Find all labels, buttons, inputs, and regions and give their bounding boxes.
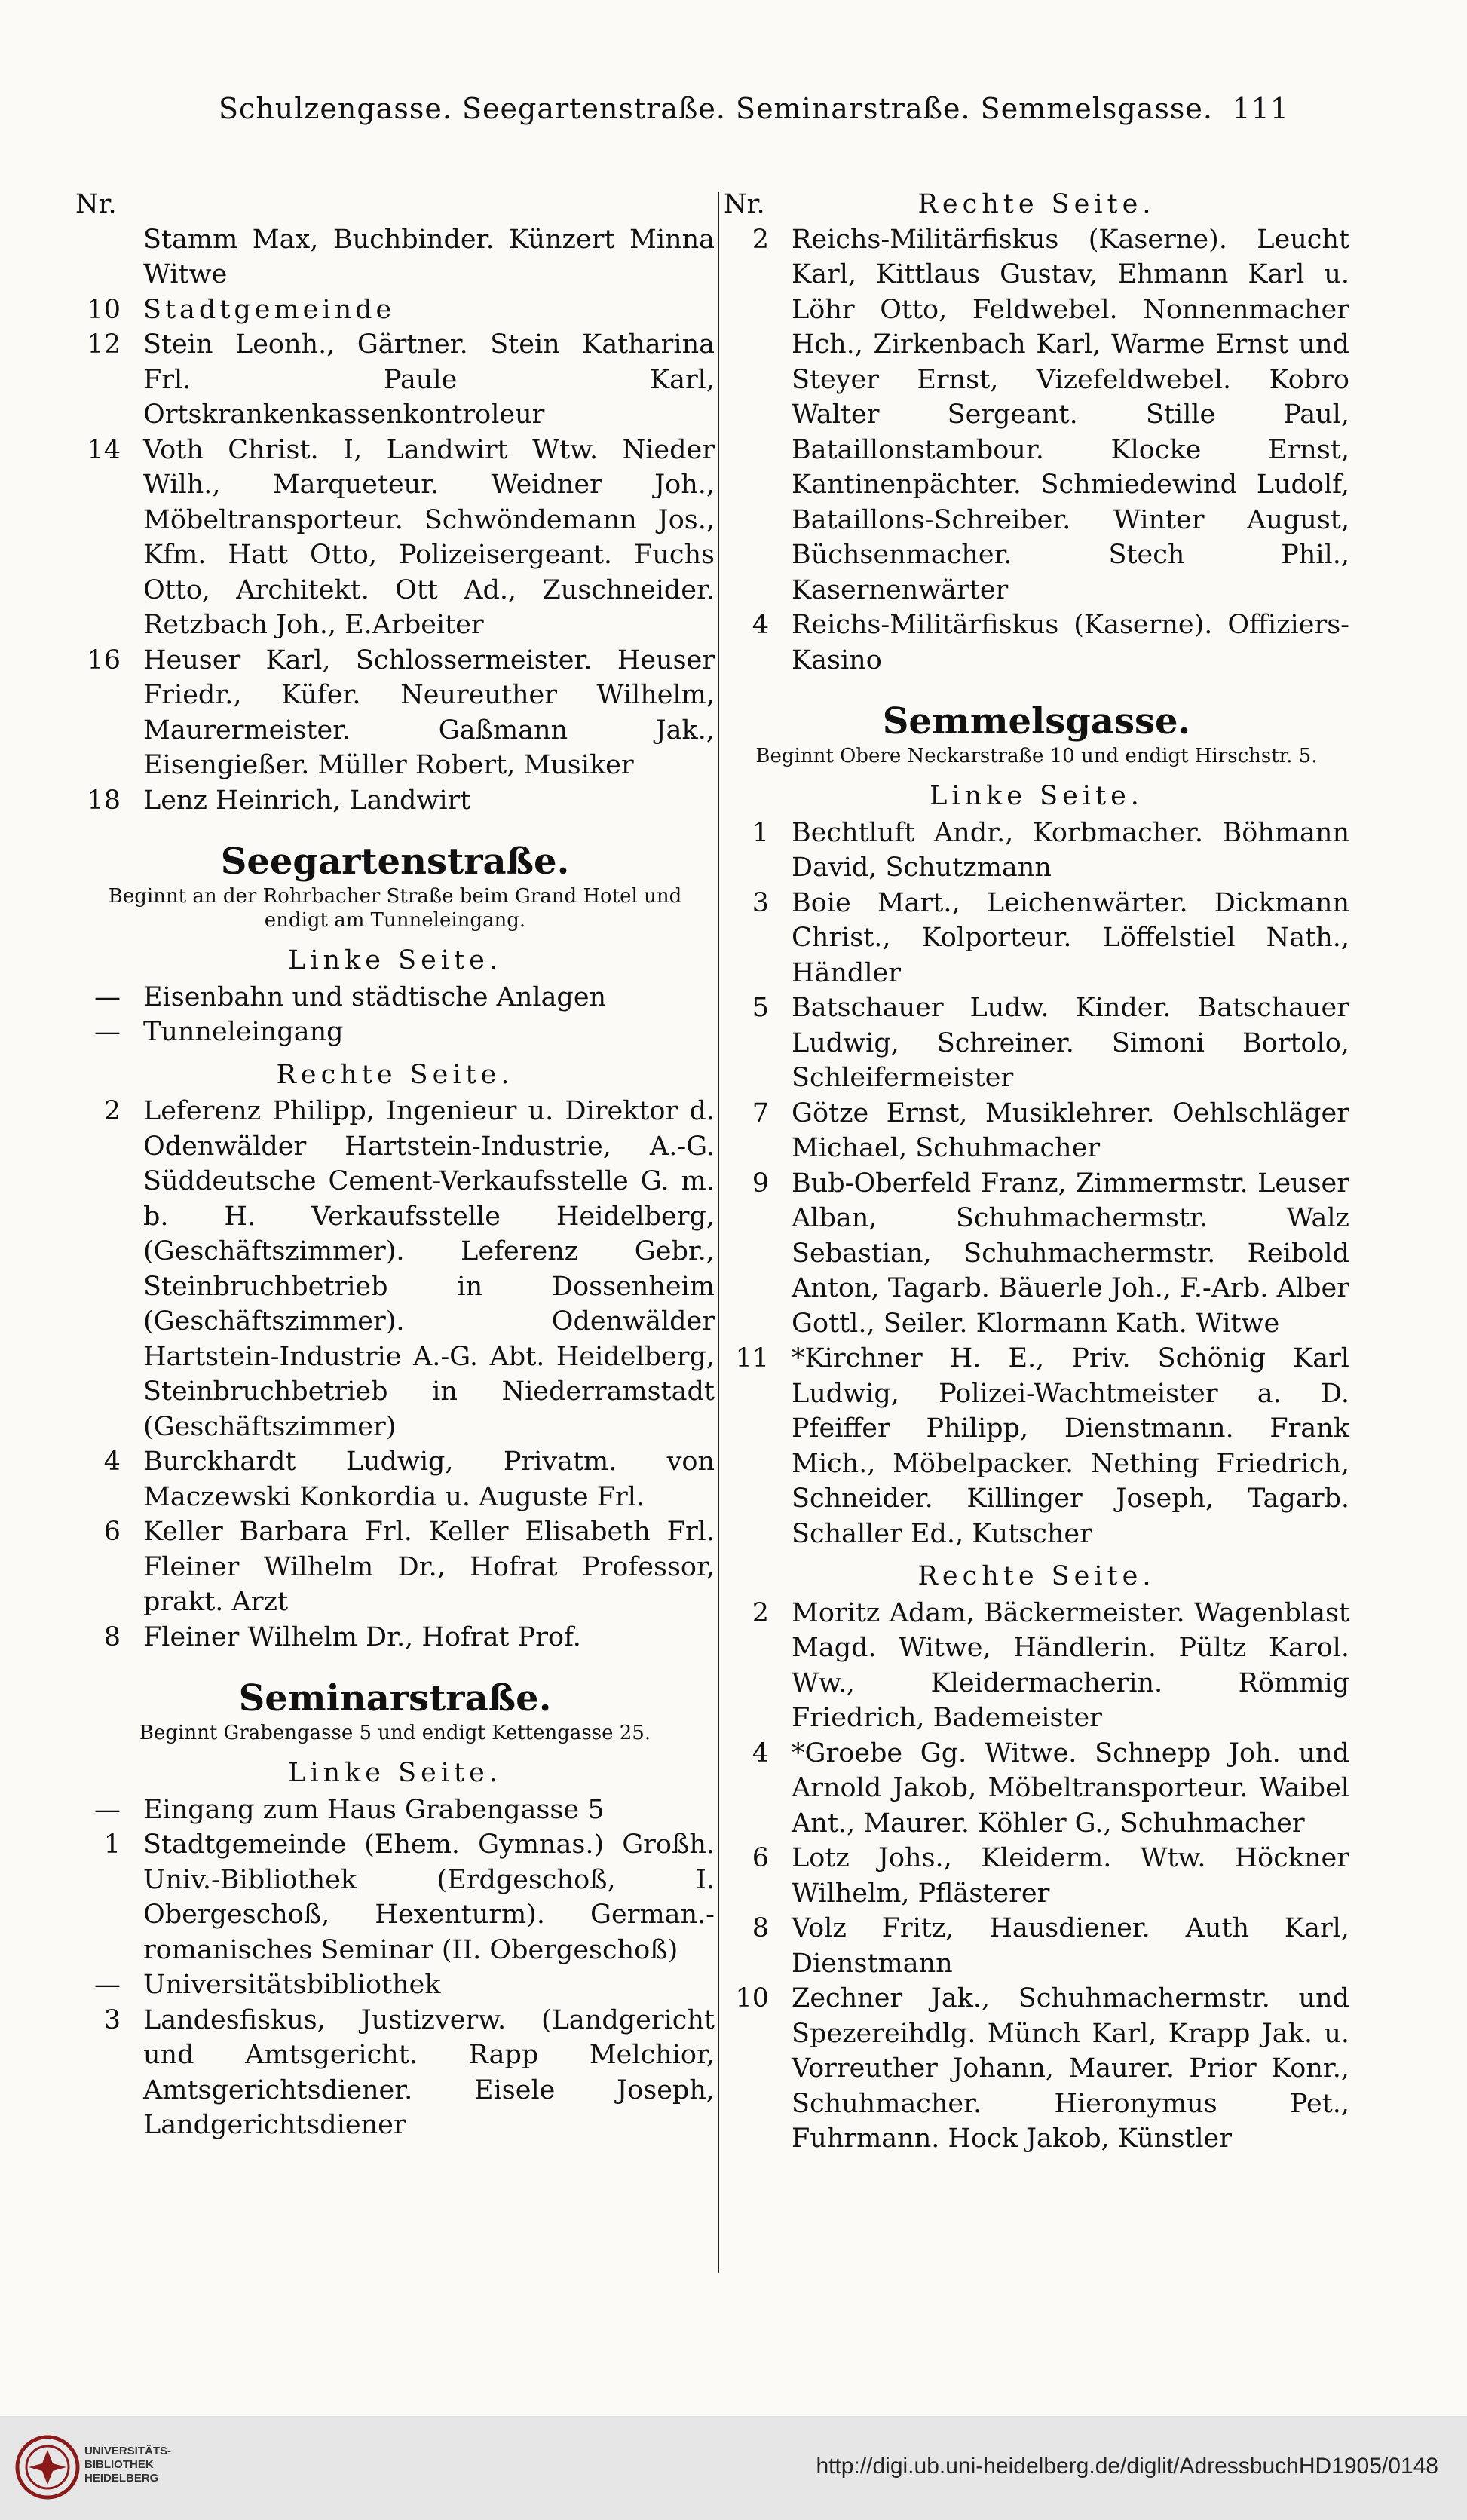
list-item [75, 1015, 715, 1050]
house-number: — [94, 1017, 121, 1047]
house-number: 2 [103, 1096, 121, 1126]
house-number: 7 [752, 1098, 769, 1128]
house-number: 5 [752, 993, 769, 1023]
list-item [724, 1096, 1349, 1166]
entry-text: Fleiner Wilhelm Dr., Hofrat Prof. [143, 1621, 581, 1652]
house-number: 3 [752, 887, 769, 918]
house-number: 12 [87, 329, 121, 360]
entry-text: Stamm Max, Buchbinder. Künzert Minna Witwe [143, 224, 715, 289]
house-number: 16 [87, 645, 121, 675]
right-column-head [724, 187, 1349, 222]
list-item [724, 816, 1349, 886]
list-item [724, 991, 1349, 1096]
nr-label: Nr. [724, 189, 765, 219]
side-heading-left: Linke Seite. [288, 1758, 502, 1788]
entry-text: Reichs-Militärfiskus (Kaserne). Offiziers-Kasino [792, 610, 1349, 675]
house-number: 1 [752, 817, 769, 848]
entry-text: Landesfiskus, Justizverw. (Landgericht und Amtsgericht. Rapp Melchior, Amtsgerichtsdiener. Eisele Joseph, Landgerichtsdiener [143, 2004, 715, 2140]
library-name [84, 2445, 171, 2485]
entry-text: Universitätsbibliothek [143, 1970, 441, 2000]
list-item [75, 1444, 715, 1514]
section-title-semmelsgasse: Semmelsgasse. [882, 700, 1191, 743]
house-number: 14 [87, 434, 121, 465]
list-item [75, 643, 715, 783]
list-item [724, 1596, 1349, 1736]
section-description: Beginnt an der Rohrbacher Straße beim Grand Hotel und endigt am Tunneleingang. [108, 885, 682, 932]
house-number: 2 [752, 1597, 769, 1628]
entry-text: Götze Ernst, Musiklehrer. Oehlschläger Michael, Schuhmacher [792, 1098, 1349, 1163]
left-column [75, 187, 715, 2143]
entry-text: Bub-Oberfeld Franz, Zimmermstr. Leuser Alban, Schuhmachermstr. Walz Sebastian, Schuhmachermstr. Reibold Anton, Tagarb. Bäuerle Joh., F.-Arb. Alber Gottl., Seiler. Klormann Kath. Witwe [792, 1168, 1349, 1339]
section-title-seminarstrasse: Seminarstraße. [238, 1677, 552, 1719]
nr-label: Nr. [75, 189, 117, 219]
page-number: 111 [1232, 92, 1289, 125]
house-number: 4 [103, 1447, 121, 1477]
list-item [724, 1166, 1349, 1342]
side-heading-left: Linke Seite. [930, 781, 1144, 811]
entry-text: Batschauer Ludw. Kinder. Batschauer Ludwig, Schreiner. Simoni Bortolo, Schleifermeister [792, 993, 1349, 1093]
house-number: — [94, 981, 121, 1012]
entry-text: Lenz Heinrich, Landwirt [143, 785, 471, 816]
entry-text: Lotz Johs., Kleiderm. Wtw. Höckner Wilhelm, Pflästerer [792, 1843, 1349, 1909]
section-description: Beginnt Obere Neckarstraße 10 und endigt Hirschstr. 5. [755, 745, 1318, 767]
house-number: 18 [87, 785, 121, 816]
page-header [219, 92, 1289, 125]
section-description: Beginnt Grabengasse 5 und endigt Kettengasse 25. [139, 1722, 651, 1744]
list-item [75, 327, 715, 433]
column-divider [718, 192, 719, 2273]
house-number: 4 [752, 1738, 769, 1768]
entry-text: *Kirchner H. E., Priv. Schönig Karl Ludwig, Polizei-Wachtmeister a. D. Pfeiffer Philipp, Dienstmann. Frank Mich., Möbelpacker. Nething Friedrich, Schneider. Killinger Joseph, Tagarb. Schaller Ed., Kutscher [792, 1343, 1349, 1549]
right-column [724, 187, 1349, 2157]
list-item [724, 1841, 1349, 1911]
entry-text: Eingang zum Haus Grabengasse 5 [143, 1794, 605, 1825]
house-number: 8 [103, 1621, 121, 1652]
library-name-line: HEIDELBERG [84, 2472, 159, 2485]
side-heading-right: Rechte Seite. [276, 1059, 514, 1090]
list-item [724, 1981, 1349, 2157]
side-heading-left: Linke Seite. [288, 945, 502, 975]
entry-text: Zechner Jak., Schuhmachermstr. und Spezereihdlg. Münch Karl, Krapp Jak. u. Vorreuther Johann, Maurer. Prior Konr., Schuhmacher. Hieronymus Pet., Fuhrmann. Hock Jakob, Künstler [792, 1983, 1349, 2154]
house-number: 8 [752, 1913, 769, 1943]
schulzengasse-entries [75, 222, 715, 819]
house-number: 10 [735, 1983, 769, 2013]
list-item [75, 222, 715, 292]
entry-text: *Groebe Gg. Witwe. Schnepp Joh. und Arnold Jakob, Möbeltransporteur. Waibel Ant., Maurer. Köhler G., Schuhmacher [792, 1738, 1349, 1839]
house-number: 9 [752, 1168, 769, 1199]
entry-text: Burckhardt Ludwig, Privatm. von Maczewski Konkordia u. Auguste Frl. [143, 1447, 715, 1512]
entry-text: Stadtgemeinde (Ehem. Gymnas.) Großh. Univ.-Bibliothek (Erdgeschoß, I. Obergeschoß, Hexenturm). German.-romanisches Seminar (II. Obergeschoß) [143, 1830, 715, 1965]
list-item [75, 1094, 715, 1444]
list-item [75, 783, 715, 819]
house-number: — [94, 1970, 121, 2000]
list-item [724, 222, 1349, 608]
list-item [724, 1911, 1349, 1981]
list-item [75, 1620, 715, 1655]
entry-text: Stein Leonh., Gärtner. Stein Katharina Frl. Paule Karl, Ortskrankenkassenkontroleur [143, 329, 715, 430]
list-item [724, 1736, 1349, 1842]
entry-text: Heuser Karl, Schlossermeister. Heuser Friedr., Küfer. Neureuther Wilhelm, Maurermeister. Gaßmann Jak., Eisengießer. Müller Robert, Musiker [143, 645, 715, 780]
section-title-seegartenstrasse: Seegartenstraße. [220, 841, 570, 883]
house-number: 11 [735, 1343, 769, 1373]
house-number: 2 [752, 224, 769, 255]
entry-text: Reichs-Militärfiskus (Kaserne). Leucht Karl, Kittlaus Gustav, Ehmann Karl u. Löhr Otto, Feldwebel. Nonnenmacher Hch., Zirkenbach Karl, Warme Ernst und Steyer Ernst, Vizefeldwebel. Kobro Walter Sergeant. Stille Paul, Bataillonstambour. Klocke Ernst, Kantinenpächter. Schmiedewind Ludolf, Bataillons-Schreiber. Winter August, Büchsenmacher. Stech Phil., Kasernenwärter [792, 224, 1349, 605]
entry-text: Moritz Adam, Bäckermeister. Wagenblast Magd. Witwe, Händlerin. Pültz Karol. Ww., Kleidermacherin. Römmig Friedrich, Bademeister [792, 1597, 1349, 1733]
list-item [75, 1827, 715, 1967]
entry-text: Volz Fritz, Hausdiener. Auth Karl, Dienstmann [792, 1913, 1349, 1979]
header-title: Schulzengasse. Seegartenstraße. Seminarstraße. Semmelsgasse. [219, 92, 1213, 125]
list-item [75, 980, 715, 1015]
entry-text: Boie Mart., Leichenwärter. Dickmann Christ., Kolporteur. Löffelstiel Nath., Händler [792, 887, 1349, 988]
house-number: — [94, 1794, 121, 1825]
list-item [75, 2003, 715, 2143]
entry-text: Eisenbahn und städtische Anlagen [143, 981, 607, 1012]
list-item [724, 608, 1349, 678]
house-number: 4 [752, 610, 769, 640]
footer-bar [0, 2416, 1467, 2520]
house-number: 10 [87, 294, 121, 325]
list-item [724, 1341, 1349, 1551]
list-item [75, 433, 715, 643]
entry-text: Keller Barbara Frl. Keller Elisabeth Frl. Fleiner Wilhelm Dr., Hofrat Professor, prakt. Arzt [143, 1517, 715, 1617]
house-number: 1 [103, 1830, 121, 1860]
house-number: 6 [752, 1843, 769, 1873]
house-number: 3 [103, 2004, 121, 2035]
entry-text: Bechtluft Andr., Korbmacher. Böhmann David, Schutzmann [792, 817, 1349, 883]
list-item [724, 886, 1349, 991]
house-number: 6 [103, 1517, 121, 1547]
entry-text: Leferenz Philipp, Ingenieur u. Direktor d. Odenwälder Hartstein-Industrie, A.-G. Süddeutsche Cement-Verkaufsstelle G. m. b. H. Verkaufsstelle Heidelberg, (Geschäftszimmer). Leferenz Gebr., Steinbruchbetrieb in Dossenheim (Geschäftszimmer). Odenwälder Hartstein-Industrie A.-G. Abt. Heidelberg, Steinbruchbetrieb in Niederramstadt (Geschäftszimmer) [143, 1096, 715, 1442]
side-heading-right: Rechte Seite. [917, 189, 1156, 219]
entry-text: Voth Christ. I, Landwirt Wtw. Nieder Wilh., Marqueteur. Weidner Joh., Möbeltransporteur. Schwöndemann Jos., Kfm. Hatt Otto, Polizeisergeant. Fuchs Otto, Architekt. Ott Ad., Zuschneider. Retzbach Joh., E.Arbeiter [143, 434, 715, 640]
list-item [75, 1793, 715, 1828]
entry-text: Tunneleingang [143, 1017, 344, 1047]
source-url-link[interactable]: http://digi.ub.uni-heidelberg.de/diglit/AdressbuchHD1905/0148 [816, 2454, 1438, 2479]
list-item [75, 292, 715, 328]
library-name-line: BIBLIOTHEK [84, 2458, 154, 2471]
university-seal-icon [15, 2435, 80, 2500]
side-heading-right: Rechte Seite. [917, 1561, 1156, 1591]
list-item [75, 1514, 715, 1620]
library-name-line: UNIVERSITÄTS- [84, 2445, 172, 2457]
list-item [75, 1967, 715, 2003]
entry-text: Stadtgemeinde [143, 294, 396, 325]
